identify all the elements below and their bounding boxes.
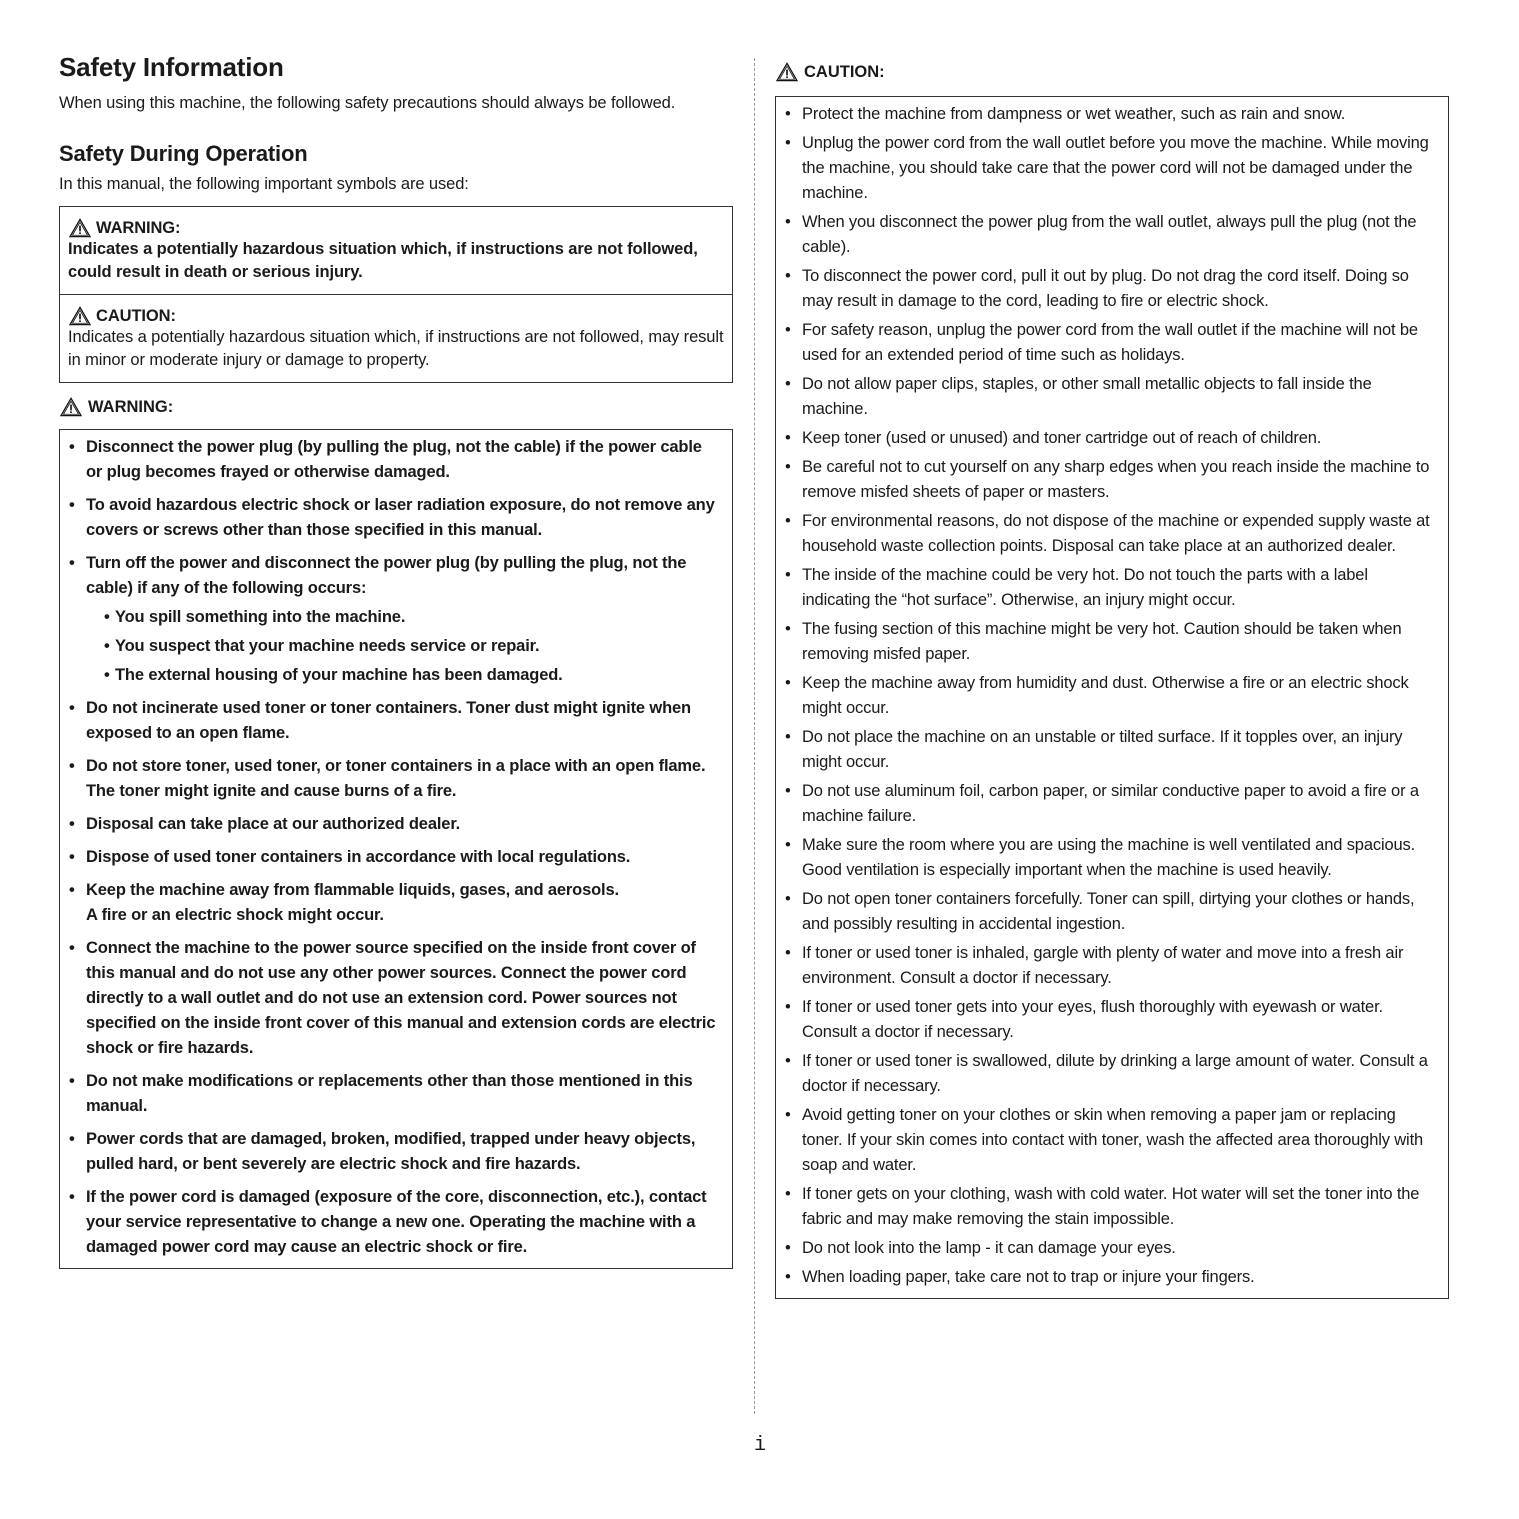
intro-text: When using this machine, the following safety precautions should always be followed. — [59, 94, 676, 112]
caution-list — [784, 102, 1438, 1290]
warning-list — [68, 435, 722, 1260]
caution-item: • To disconnect the power cord, pull it out by plug. Do not drag the cord itself. Doing so may result in damage to the cord, leading to fire or electric shock. — [784, 264, 1438, 314]
warning-item: • Do not store toner, used toner, or toner containers in a place with an open flame. The toner might ignite and cause burns of a fire. — [68, 754, 722, 804]
page-number: i — [753, 1434, 766, 1457]
warning-symbol-text: Indicates a potentially hazardous situation which, if instructions are not followed, could result in death or serious injury. — [68, 240, 698, 281]
caution-item: • Do not use aluminum foil, carbon paper, or similar conductive paper to avoid a fire or a machine failure. — [784, 779, 1438, 829]
caution-symbol-label: CAUTION: — [96, 306, 176, 325]
caution-item: • Keep toner (used or unused) and toner cartridge out of reach of children. — [784, 426, 1438, 451]
caution-item: • When loading paper, take care not to trap or injure your fingers. — [784, 1265, 1438, 1290]
caution-section-label-text: CAUTION: — [804, 62, 885, 81]
section-title-operation: Safety During Operation — [59, 141, 308, 166]
warning-item-text: Turn off the power and disconnect the power plug (by pulling the plug, not the cable) if any of the following occurs: — [86, 554, 687, 597]
warning-symbol-title — [68, 218, 724, 238]
warning-item: • Do not incinerate used toner or toner containers. Toner dust might ignite when exposed to an open flame. — [68, 696, 722, 746]
caution-item: • Keep the machine away from humidity and dust. Otherwise a fire or an electric shock might occur. — [784, 671, 1438, 721]
left-column — [59, 52, 733, 1269]
caution-triangle-icon — [68, 306, 92, 326]
caution-item: • When you disconnect the power plug from the wall outlet, always pull the plug (not the cable). — [784, 210, 1438, 260]
warning-item: • Power cords that are damaged, broken, modified, trapped under heavy objects, pulled hard, or bent severely are electric shock and fire hazards. — [68, 1127, 722, 1177]
caution-item: • Avoid getting toner on your clothes or skin when removing a paper jam or replacing toner. If your skin comes into contact with toner, wash the affected area thoroughly with soap and water. — [784, 1103, 1438, 1178]
caution-symbol-text: Indicates a potentially hazardous situation which, if instructions are not followed, may result in minor or moderate injury or damage to property. — [68, 328, 724, 369]
caution-item: • Do not place the machine on an unstable or tilted surface. If it topples over, an injury might occur. — [784, 725, 1438, 775]
warning-subitem: • You spill something into the machine. — [86, 605, 722, 630]
warning-box — [59, 429, 733, 1269]
warning-triangle-icon — [68, 218, 92, 238]
caution-symbol-title — [68, 306, 724, 326]
caution-symbol-definition — [60, 294, 732, 382]
caution-item: • The inside of the machine could be very hot. Do not touch the parts with a label indicating the “hot surface”. Otherwise, an injury might occur. — [784, 563, 1438, 613]
warning-section-label-text: WARNING: — [88, 397, 174, 416]
caution-item: • If toner or used toner gets into your eyes, flush thoroughly with eyewash or water. Consult a doctor if necessary. — [784, 995, 1438, 1045]
caution-item: • If toner or used toner is swallowed, dilute by drinking a large amount of water. Consult a doctor if necessary. — [784, 1049, 1438, 1099]
caution-item: • For environmental reasons, do not dispose of the machine or expended supply waste at household waste collection points. Disposal can take place at an authorized dealer. — [784, 509, 1438, 559]
warning-item-text: • Keep the machine away from flammable liquids, gases, and aerosols. — [86, 881, 619, 899]
caution-triangle-icon — [775, 62, 799, 82]
caution-item: • Do not look into the lamp - it can damage your eyes. — [784, 1236, 1438, 1261]
symbols-intro: In this manual, the following important symbols are used: — [59, 175, 469, 193]
warning-item: • To avoid hazardous electric shock or laser radiation exposure, do not remove any covers or screws other than those specified in this manual. — [68, 493, 722, 543]
caution-item: • The fusing section of this machine might be very hot. Caution should be taken when removing misfed paper. — [784, 617, 1438, 667]
caution-item: • Do not allow paper clips, staples, or other small metallic objects to fall inside the machine. — [784, 372, 1438, 422]
warning-section-label — [59, 397, 733, 417]
warning-symbol-label: WARNING: — [96, 218, 181, 237]
column-divider — [754, 58, 755, 1414]
warning-subitem: • The external housing of your machine has been damaged. — [86, 663, 722, 688]
warning-item: • Connect the machine to the power source specified on the inside front cover of this manual and do not use any other power sources. Connect the power cord directly to a wall outlet and do not use an extension cord. Power sources not specified on the inside front cover of this manual and extension cords are electric shock or fire hazards. — [68, 936, 722, 1061]
warning-item: • Do not make modifications or replacements other than those mentioned in this manual. — [68, 1069, 722, 1119]
warning-item: • Dispose of used toner containers in accordance with local regulations. — [68, 845, 722, 870]
warning-symbol-definition — [60, 207, 732, 294]
caution-box — [775, 96, 1449, 1299]
warning-item-text-line2: A fire or an electric shock might occur. — [86, 906, 384, 924]
symbols-legend-box — [59, 206, 733, 383]
warning-item — [68, 551, 722, 688]
caution-item: • Make sure the room where you are using the machine is well ventilated and spacious. Good ventilation is especially important when the machine is used heavily. — [784, 833, 1438, 883]
caution-item: • Unplug the power cord from the wall outlet before you move the machine. While moving the machine, you should take care that the power cord will not be damaged under the machine. — [784, 131, 1438, 206]
caution-item: • If toner or used toner is inhaled, gargle with plenty of water and move into a fresh air environment. Consult a doctor if necessary. — [784, 941, 1438, 991]
warning-item: • Disposal can take place at our authorized dealer. — [68, 812, 722, 837]
warning-sublist — [86, 605, 722, 688]
page-title: Safety Information — [59, 52, 284, 82]
warning-triangle-icon — [59, 397, 83, 417]
caution-section-label — [775, 62, 1449, 82]
warning-item: • Disconnect the power plug (by pulling the plug, not the cable) if the power cable or plug becomes frayed or otherwise damaged. — [68, 435, 722, 485]
caution-item: • Do not open toner containers forcefully. Toner can spill, dirtying your clothes or hands, and possibly resulting in accidental ingestion. — [784, 887, 1438, 937]
caution-item: • If toner gets on your clothing, wash with cold water. Hot water will set the toner into the fabric and may make removing the stain impossible. — [784, 1182, 1438, 1232]
caution-item: • For safety reason, unplug the power cord from the wall outlet if the machine will not be used for an extended period of time such as holidays. — [784, 318, 1438, 368]
right-column — [775, 58, 1449, 1299]
warning-item — [68, 878, 722, 928]
caution-item: • Be careful not to cut yourself on any sharp edges when you reach inside the machine to remove misfed sheets of paper or masters. — [784, 455, 1438, 505]
warning-subitem: • You suspect that your machine needs service or repair. — [86, 634, 722, 659]
caution-item: • Protect the machine from dampness or wet weather, such as rain and snow. — [784, 102, 1438, 127]
warning-item: • If the power cord is damaged (exposure of the core, disconnection, etc.), contact your service representative to change a new one. Operating the machine with a damaged power cord may cause an electric shock or fire. — [68, 1185, 722, 1260]
